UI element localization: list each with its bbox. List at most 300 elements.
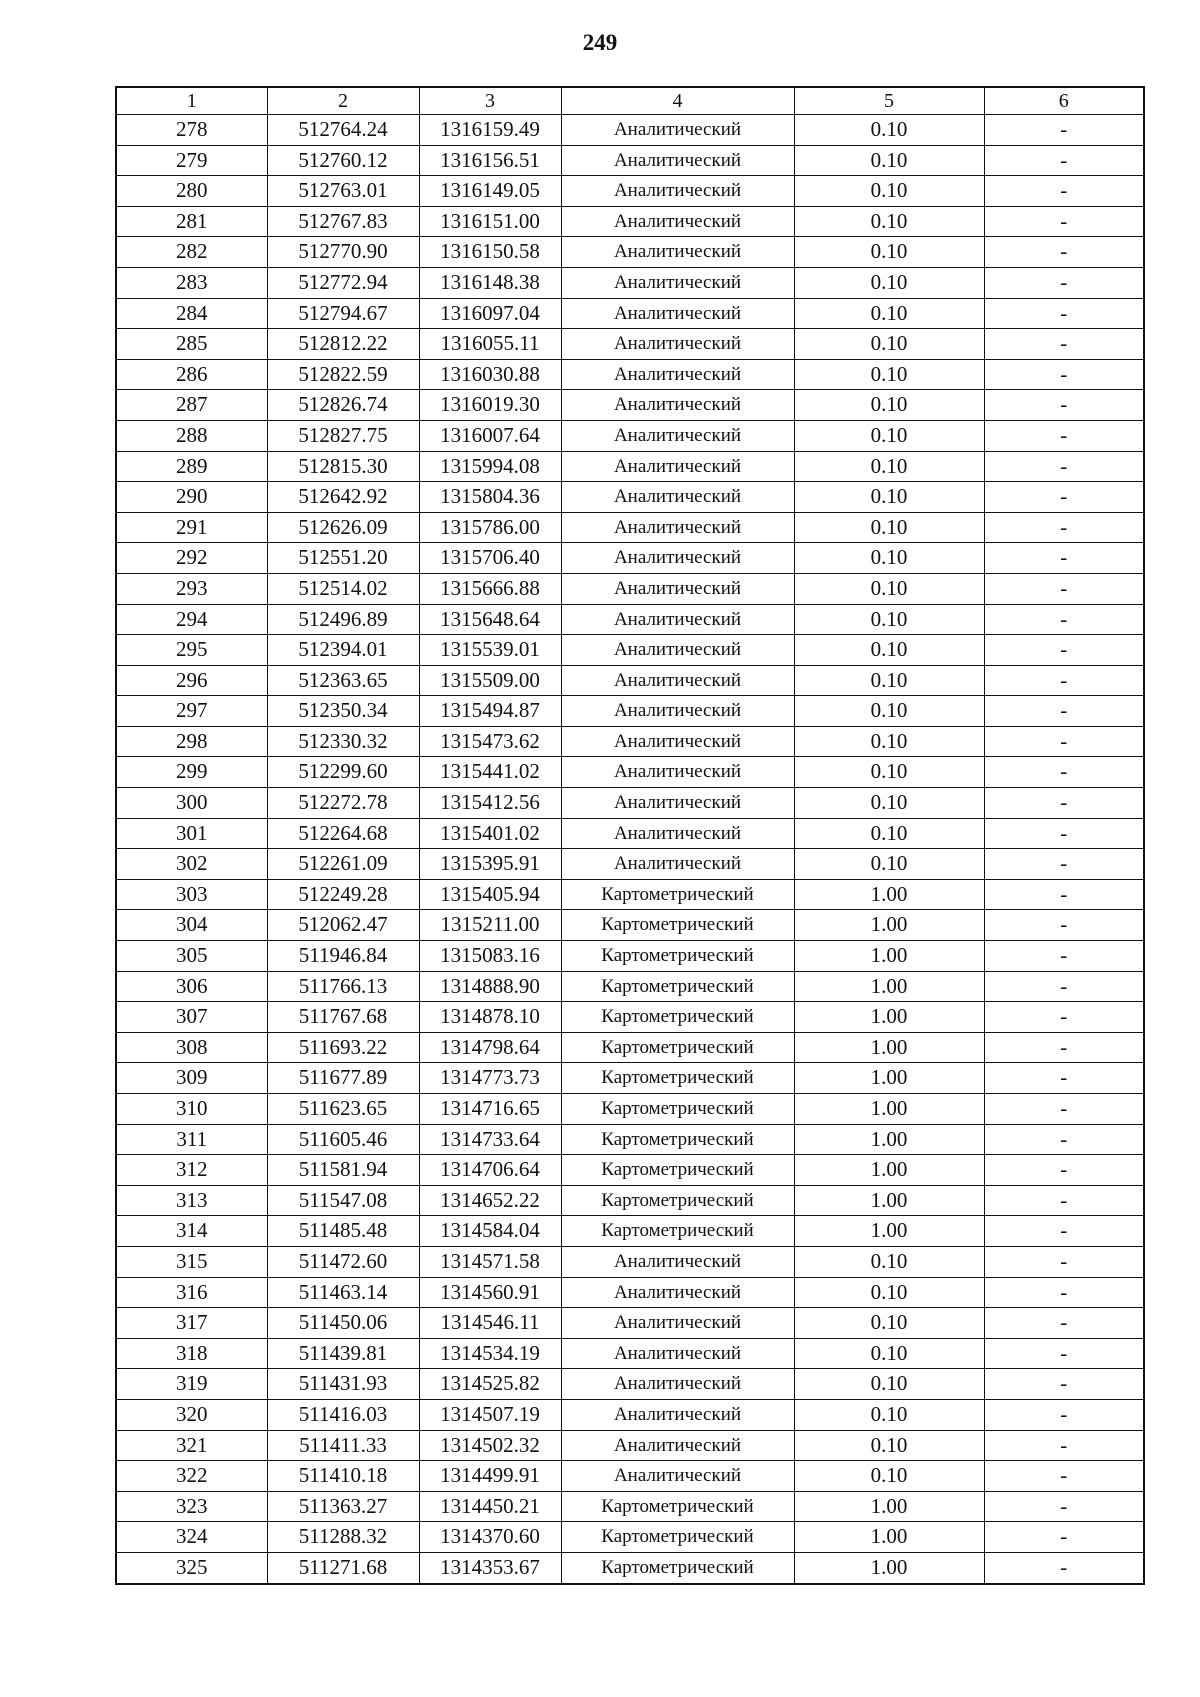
coord-y-cell: 1316055.11 [419, 329, 561, 360]
table-row [116, 1430, 1144, 1461]
table-row [116, 267, 1144, 298]
accuracy-cell: 0.10 [794, 482, 984, 513]
note-cell: - [984, 971, 1144, 1002]
coord-y-cell: 1314706.64 [419, 1155, 561, 1186]
coord-x-cell: 511767.68 [267, 1002, 419, 1033]
accuracy-cell: 1.00 [794, 879, 984, 910]
accuracy-cell: 0.10 [794, 1277, 984, 1308]
note-cell: - [984, 604, 1144, 635]
note-cell: - [984, 573, 1144, 604]
accuracy-cell: 0.10 [794, 420, 984, 451]
method-cell: Аналитический [561, 1308, 794, 1339]
coord-x-cell: 511271.68 [267, 1552, 419, 1583]
note-cell: - [984, 390, 1144, 421]
method-cell: Аналитический [561, 145, 794, 176]
coord-y-cell: 1314571.58 [419, 1246, 561, 1277]
coord-y-cell: 1316150.58 [419, 237, 561, 268]
table-row [116, 390, 1144, 421]
coord-y-cell: 1315786.00 [419, 512, 561, 543]
coord-x-cell: 511581.94 [267, 1155, 419, 1186]
point-number-cell: 315 [116, 1246, 267, 1277]
coord-x-cell: 512394.01 [267, 635, 419, 666]
accuracy-cell: 1.00 [794, 910, 984, 941]
method-cell: Аналитический [561, 573, 794, 604]
note-cell: - [984, 1338, 1144, 1369]
accuracy-cell: 1.00 [794, 1094, 984, 1125]
table-row [116, 543, 1144, 574]
method-cell: Аналитический [561, 176, 794, 207]
header-col-4: 4 [561, 87, 794, 115]
coord-x-cell: 512642.92 [267, 482, 419, 513]
table-row [116, 818, 1144, 849]
table-row [116, 451, 1144, 482]
accuracy-cell: 0.10 [794, 1430, 984, 1461]
coord-y-cell: 1314878.10 [419, 1002, 561, 1033]
method-cell: Аналитический [561, 359, 794, 390]
method-cell: Картометрический [561, 971, 794, 1002]
accuracy-cell: 1.00 [794, 1522, 984, 1553]
point-number-cell: 306 [116, 971, 267, 1002]
method-cell: Аналитический [561, 237, 794, 268]
table-body [116, 115, 1144, 1584]
coord-x-cell: 511766.13 [267, 971, 419, 1002]
coord-y-cell: 1315211.00 [419, 910, 561, 941]
coord-x-cell: 511623.65 [267, 1094, 419, 1125]
table-row [116, 298, 1144, 329]
method-cell: Аналитический [561, 206, 794, 237]
point-number-cell: 293 [116, 573, 267, 604]
method-cell: Картометрический [561, 910, 794, 941]
note-cell: - [984, 879, 1144, 910]
coord-x-cell: 512551.20 [267, 543, 419, 574]
point-number-cell: 296 [116, 665, 267, 696]
method-cell: Аналитический [561, 512, 794, 543]
table-row [116, 1552, 1144, 1583]
note-cell: - [984, 482, 1144, 513]
table-row [116, 941, 1144, 972]
coord-x-cell: 511677.89 [267, 1063, 419, 1094]
point-number-cell: 305 [116, 941, 267, 972]
note-cell: - [984, 1094, 1144, 1125]
table-row [116, 512, 1144, 543]
table-row [116, 1155, 1144, 1186]
coord-x-cell: 511605.46 [267, 1124, 419, 1155]
table-row [116, 359, 1144, 390]
note-cell: - [984, 1124, 1144, 1155]
method-cell: Аналитический [561, 818, 794, 849]
table-row [116, 482, 1144, 513]
table-row [116, 573, 1144, 604]
accuracy-cell: 0.10 [794, 298, 984, 329]
table-row [116, 115, 1144, 146]
coord-x-cell: 512264.68 [267, 818, 419, 849]
point-number-cell: 308 [116, 1032, 267, 1063]
point-number-cell: 292 [116, 543, 267, 574]
table-row [116, 849, 1144, 880]
coord-y-cell: 1315473.62 [419, 726, 561, 757]
point-number-cell: 322 [116, 1461, 267, 1492]
point-number-cell: 302 [116, 849, 267, 880]
accuracy-cell: 0.10 [794, 267, 984, 298]
coord-x-cell: 511450.06 [267, 1308, 419, 1339]
coord-y-cell: 1315804.36 [419, 482, 561, 513]
point-number-cell: 321 [116, 1430, 267, 1461]
point-number-cell: 284 [116, 298, 267, 329]
note-cell: - [984, 757, 1144, 788]
accuracy-cell: 0.10 [794, 1338, 984, 1369]
coord-y-cell: 1316149.05 [419, 176, 561, 207]
accuracy-cell: 0.10 [794, 145, 984, 176]
accuracy-cell: 1.00 [794, 1155, 984, 1186]
point-number-cell: 318 [116, 1338, 267, 1369]
coord-x-cell: 512496.89 [267, 604, 419, 635]
accuracy-cell: 0.10 [794, 512, 984, 543]
coord-x-cell: 511946.84 [267, 941, 419, 972]
note-cell: - [984, 1369, 1144, 1400]
coord-y-cell: 1316030.88 [419, 359, 561, 390]
coord-x-cell: 512350.34 [267, 696, 419, 727]
note-cell: - [984, 512, 1144, 543]
coordinates-table [115, 86, 1145, 1585]
coord-y-cell: 1314798.64 [419, 1032, 561, 1063]
point-number-cell: 324 [116, 1522, 267, 1553]
accuracy-cell: 0.10 [794, 1461, 984, 1492]
method-cell: Аналитический [561, 482, 794, 513]
method-cell: Картометрический [561, 1155, 794, 1186]
accuracy-cell: 0.10 [794, 359, 984, 390]
table-row [116, 206, 1144, 237]
coord-y-cell: 1314507.19 [419, 1399, 561, 1430]
header-col-5: 5 [794, 87, 984, 115]
note-cell: - [984, 298, 1144, 329]
page-number: 249 [582, 30, 618, 55]
accuracy-cell: 0.10 [794, 604, 984, 635]
coord-y-cell: 1314353.67 [419, 1552, 561, 1583]
coord-x-cell: 511363.27 [267, 1491, 419, 1522]
method-cell: Картометрический [561, 941, 794, 972]
method-cell: Аналитический [561, 726, 794, 757]
point-number-cell: 280 [116, 176, 267, 207]
table-row [116, 1185, 1144, 1216]
coord-x-cell: 512826.74 [267, 390, 419, 421]
coord-x-cell: 512249.28 [267, 879, 419, 910]
coord-y-cell: 1314502.32 [419, 1430, 561, 1461]
coord-x-cell: 512272.78 [267, 788, 419, 819]
note-cell: - [984, 115, 1144, 146]
table-row [116, 1461, 1144, 1492]
table-row [116, 910, 1144, 941]
coord-x-cell: 511416.03 [267, 1399, 419, 1430]
coord-x-cell: 511411.33 [267, 1430, 419, 1461]
note-cell: - [984, 788, 1144, 819]
point-number-cell: 312 [116, 1155, 267, 1186]
accuracy-cell: 1.00 [794, 1063, 984, 1094]
point-number-cell: 323 [116, 1491, 267, 1522]
point-number-cell: 291 [116, 512, 267, 543]
method-cell: Аналитический [561, 1430, 794, 1461]
note-cell: - [984, 1277, 1144, 1308]
accuracy-cell: 0.10 [794, 206, 984, 237]
note-cell: - [984, 206, 1144, 237]
table-row [116, 237, 1144, 268]
coord-y-cell: 1314584.04 [419, 1216, 561, 1247]
accuracy-cell: 0.10 [794, 726, 984, 757]
note-cell: - [984, 1246, 1144, 1277]
note-cell: - [984, 910, 1144, 941]
method-cell: Аналитический [561, 1369, 794, 1400]
accuracy-cell: 1.00 [794, 1185, 984, 1216]
coord-y-cell: 1314733.64 [419, 1124, 561, 1155]
point-number-cell: 320 [116, 1399, 267, 1430]
coord-y-cell: 1314888.90 [419, 971, 561, 1002]
note-cell: - [984, 1552, 1144, 1583]
coord-x-cell: 512261.09 [267, 849, 419, 880]
coord-y-cell: 1314370.60 [419, 1522, 561, 1553]
coord-y-cell: 1316159.49 [419, 115, 561, 146]
method-cell: Аналитический [561, 1399, 794, 1430]
point-number-cell: 317 [116, 1308, 267, 1339]
method-cell: Аналитический [561, 665, 794, 696]
coord-x-cell: 512330.32 [267, 726, 419, 757]
accuracy-cell: 0.10 [794, 115, 984, 146]
method-cell: Аналитический [561, 420, 794, 451]
table-row [116, 1338, 1144, 1369]
accuracy-cell: 0.10 [794, 788, 984, 819]
method-cell: Картометрический [561, 1216, 794, 1247]
method-cell: Картометрический [561, 1522, 794, 1553]
table-row [116, 176, 1144, 207]
coord-x-cell: 512772.94 [267, 267, 419, 298]
method-cell: Картометрический [561, 1552, 794, 1583]
accuracy-cell: 1.00 [794, 1124, 984, 1155]
accuracy-cell: 1.00 [794, 1552, 984, 1583]
note-cell: - [984, 329, 1144, 360]
coord-y-cell: 1314546.11 [419, 1308, 561, 1339]
table-row [116, 635, 1144, 666]
accuracy-cell: 0.10 [794, 451, 984, 482]
coord-x-cell: 512822.59 [267, 359, 419, 390]
coord-y-cell: 1314534.19 [419, 1338, 561, 1369]
point-number-cell: 297 [116, 696, 267, 727]
accuracy-cell: 0.10 [794, 390, 984, 421]
coord-y-cell: 1316019.30 [419, 390, 561, 421]
note-cell: - [984, 665, 1144, 696]
method-cell: Аналитический [561, 604, 794, 635]
point-number-cell: 310 [116, 1094, 267, 1125]
accuracy-cell: 0.10 [794, 237, 984, 268]
table-row [116, 420, 1144, 451]
coord-y-cell: 1315494.87 [419, 696, 561, 727]
point-number-cell: 285 [116, 329, 267, 360]
point-number-cell: 299 [116, 757, 267, 788]
coord-x-cell: 512626.09 [267, 512, 419, 543]
method-cell: Аналитический [561, 635, 794, 666]
coord-y-cell: 1315994.08 [419, 451, 561, 482]
coord-y-cell: 1315706.40 [419, 543, 561, 574]
header-col-6: 6 [984, 87, 1144, 115]
accuracy-cell: 0.10 [794, 665, 984, 696]
coord-x-cell: 511410.18 [267, 1461, 419, 1492]
coord-x-cell: 512827.75 [267, 420, 419, 451]
point-number-cell: 290 [116, 482, 267, 513]
coord-x-cell: 511472.60 [267, 1246, 419, 1277]
note-cell: - [984, 1063, 1144, 1094]
accuracy-cell: 1.00 [794, 941, 984, 972]
accuracy-cell: 0.10 [794, 543, 984, 574]
table-row [116, 1399, 1144, 1430]
method-cell: Аналитический [561, 267, 794, 298]
point-number-cell: 279 [116, 145, 267, 176]
coord-y-cell: 1315083.16 [419, 941, 561, 972]
point-number-cell: 283 [116, 267, 267, 298]
table-row [116, 696, 1144, 727]
accuracy-cell: 0.10 [794, 1246, 984, 1277]
method-cell: Картометрический [561, 1124, 794, 1155]
coord-y-cell: 1314450.21 [419, 1491, 561, 1522]
note-cell: - [984, 1185, 1144, 1216]
method-cell: Аналитический [561, 298, 794, 329]
note-cell: - [984, 237, 1144, 268]
point-number-cell: 288 [116, 420, 267, 451]
table-row [116, 1216, 1144, 1247]
point-number-cell: 286 [116, 359, 267, 390]
point-number-cell: 314 [116, 1216, 267, 1247]
header-row [116, 87, 1144, 115]
method-cell: Картометрический [561, 1032, 794, 1063]
note-cell: - [984, 176, 1144, 207]
coord-y-cell: 1315405.94 [419, 879, 561, 910]
point-number-cell: 300 [116, 788, 267, 819]
accuracy-cell: 0.10 [794, 818, 984, 849]
coord-y-cell: 1316151.00 [419, 206, 561, 237]
point-number-cell: 313 [116, 1185, 267, 1216]
point-number-cell: 303 [116, 879, 267, 910]
accuracy-cell: 1.00 [794, 971, 984, 1002]
accuracy-cell: 1.00 [794, 1032, 984, 1063]
accuracy-cell: 1.00 [794, 1216, 984, 1247]
coord-x-cell: 511288.32 [267, 1522, 419, 1553]
coord-x-cell: 512299.60 [267, 757, 419, 788]
coord-x-cell: 512815.30 [267, 451, 419, 482]
table-row [116, 1032, 1144, 1063]
note-cell: - [984, 267, 1144, 298]
point-number-cell: 307 [116, 1002, 267, 1033]
accuracy-cell: 0.10 [794, 1308, 984, 1339]
method-cell: Картометрический [561, 879, 794, 910]
coord-x-cell: 512062.47 [267, 910, 419, 941]
coord-y-cell: 1316156.51 [419, 145, 561, 176]
accuracy-cell: 0.10 [794, 176, 984, 207]
method-cell: Картометрический [561, 1185, 794, 1216]
note-cell: - [984, 1032, 1144, 1063]
coord-y-cell: 1315648.64 [419, 604, 561, 635]
coord-x-cell: 512812.22 [267, 329, 419, 360]
accuracy-cell: 0.10 [794, 329, 984, 360]
note-cell: - [984, 420, 1144, 451]
coord-y-cell: 1315395.91 [419, 849, 561, 880]
point-number-cell: 325 [116, 1552, 267, 1583]
coord-x-cell: 511547.08 [267, 1185, 419, 1216]
coord-y-cell: 1315412.56 [419, 788, 561, 819]
table-row [116, 1063, 1144, 1094]
table-row [116, 665, 1144, 696]
coord-y-cell: 1314525.82 [419, 1369, 561, 1400]
note-cell: - [984, 1461, 1144, 1492]
method-cell: Аналитический [561, 451, 794, 482]
coord-y-cell: 1316148.38 [419, 267, 561, 298]
point-number-cell: 298 [116, 726, 267, 757]
coord-x-cell: 512363.65 [267, 665, 419, 696]
header-col-2: 2 [267, 87, 419, 115]
method-cell: Аналитический [561, 1277, 794, 1308]
note-cell: - [984, 1522, 1144, 1553]
coord-y-cell: 1315666.88 [419, 573, 561, 604]
accuracy-cell: 0.10 [794, 573, 984, 604]
table-row [116, 1491, 1144, 1522]
coord-y-cell: 1315509.00 [419, 665, 561, 696]
table-row [116, 726, 1144, 757]
coord-x-cell: 512767.83 [267, 206, 419, 237]
coord-x-cell: 511431.93 [267, 1369, 419, 1400]
coord-y-cell: 1315539.01 [419, 635, 561, 666]
method-cell: Аналитический [561, 329, 794, 360]
note-cell: - [984, 359, 1144, 390]
header-col-3: 3 [419, 87, 561, 115]
point-number-cell: 294 [116, 604, 267, 635]
point-number-cell: 301 [116, 818, 267, 849]
note-cell: - [984, 818, 1144, 849]
note-cell: - [984, 1491, 1144, 1522]
table-row [116, 145, 1144, 176]
accuracy-cell: 1.00 [794, 1002, 984, 1033]
accuracy-cell: 0.10 [794, 696, 984, 727]
table-header [116, 87, 1144, 115]
point-number-cell: 316 [116, 1277, 267, 1308]
point-number-cell: 282 [116, 237, 267, 268]
header-col-1: 1 [116, 87, 267, 115]
note-cell: - [984, 1308, 1144, 1339]
method-cell: Аналитический [561, 1338, 794, 1369]
note-cell: - [984, 1430, 1144, 1461]
method-cell: Аналитический [561, 849, 794, 880]
method-cell: Аналитический [561, 115, 794, 146]
method-cell: Картометрический [561, 1063, 794, 1094]
note-cell: - [984, 849, 1144, 880]
point-number-cell: 311 [116, 1124, 267, 1155]
coord-x-cell: 511463.14 [267, 1277, 419, 1308]
point-number-cell: 304 [116, 910, 267, 941]
coord-y-cell: 1315401.02 [419, 818, 561, 849]
note-cell: - [984, 941, 1144, 972]
point-number-cell: 295 [116, 635, 267, 666]
coord-x-cell: 512763.01 [267, 176, 419, 207]
table-row [116, 1522, 1144, 1553]
point-number-cell: 289 [116, 451, 267, 482]
table-row [116, 1246, 1144, 1277]
table-row [116, 1369, 1144, 1400]
note-cell: - [984, 145, 1144, 176]
table-row [116, 604, 1144, 635]
method-cell: Картометрический [561, 1002, 794, 1033]
method-cell: Аналитический [561, 757, 794, 788]
note-cell: - [984, 543, 1144, 574]
coord-x-cell: 511439.81 [267, 1338, 419, 1369]
point-number-cell: 319 [116, 1369, 267, 1400]
table-row [116, 1277, 1144, 1308]
point-number-cell: 287 [116, 390, 267, 421]
method-cell: Картометрический [561, 1491, 794, 1522]
coord-x-cell: 512760.12 [267, 145, 419, 176]
